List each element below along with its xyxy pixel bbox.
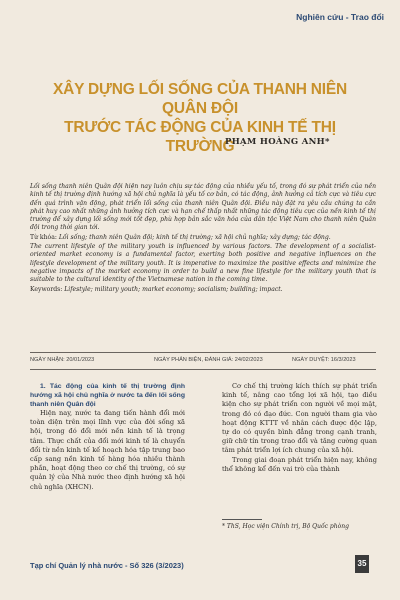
body-column-right [222, 382, 377, 474]
keywords-vi-label: Từ khóa: [30, 233, 57, 241]
abstract-english: The current lifestyle of the military youth is influenced by various factors. The development of a socialist-oriented market economy is a fundamental factor, exerting both positive and negative influences on the lifestyle development of the military youth. It is imperative to maximize the positive effects and minimize the negative impacts of the market economy in order to build a new fine lifestyle for the military youth that is suitable to the cultural identity of the Vietnamese nation in the coming time. [30, 243, 376, 284]
abstract-vietnamese: Lối sống thanh niên Quân đội hiện nay luôn chịu sự tác động của nhiều yếu tố, trong đó sự phát triển của nền kinh tế thị trường định hướng xã hội chủ nghĩa là yếu tố cơ bản, có tác động, ảnh hưởng cả tích cực và tiêu cực đến quá trình vận động, phát triển lối sống của thanh niên Quân đội. Điều này đặt ra yêu cầu chúng ta cần phát huy cao nhất những ảnh hưởng tích cực và hạn chế thấp nhất những tác động tiêu cực của nền kinh tế thị trường để xây dựng lối sống mới tốt đẹp, phù hợp bản sắc văn hóa của dân tộc Việt Nam cho thanh niên Quân đội trong thời gian tới. [30, 183, 376, 232]
title-line-2: TRƯỚC TÁC ĐỘNG CỦA KINH TẾ THỊ TRƯỜNG [64, 119, 336, 155]
keywords-en-label: Keywords: [30, 285, 63, 293]
section-label: Nghiên cứu - Trao đổi [296, 12, 384, 22]
footnote: * ThS, Học viện Chính trị, Bộ Quốc phòng [222, 523, 349, 530]
date-approved: NGÀY DUYỆT: 16/3/2023 [292, 357, 356, 363]
footnote-divider [222, 519, 262, 520]
author-name: PHẠM HOÀNG ANH* [225, 137, 330, 147]
divider-bottom [30, 369, 376, 370]
section-heading: 1. Tác động của kinh tế thị trường định hướng xã hội chủ nghĩa ở nước ta đến lối sống thanh niên Quân đội [30, 383, 185, 408]
keywords-english [30, 286, 376, 294]
date-received: NGÀY NHẬN: 20/01/2023 [30, 357, 95, 363]
keywords-en-text: Lifestyle; military youth; market economy; socialism; building; impact. [62, 285, 283, 293]
abstract [30, 183, 376, 295]
keywords-vietnamese [30, 234, 376, 242]
date-reviewed: NGÀY PHẢN BIỆN, ĐÁNH GIÁ: 24/02/2023 [154, 357, 263, 363]
body-paragraph: Cơ chế thị trường kích thích sự phát triển kinh tế, nâng cao tổng lợi xã hội, tạo điều kiện cho sự phát triển con người về mọi mặt, trong đó có đạo đức. Con người tham gia vào hoạt động KTTT về nhân cách được độc lập, tự do có quyền bình đẳng trong cạnh tranh, giữ chữ tín trong trao đổi và tăng cường quan tâm phát triển lợi ích chung của xã hội. [222, 382, 377, 455]
article-dates [30, 357, 376, 367]
title-line-1: XÂY DỰNG LỐI SỐNG CỦA THANH NIÊN QUÂN ĐỘI [52, 81, 348, 117]
body-paragraph: Trong giai đoạn phát triển hiện nay, không thể không kể đến vai trò của thành [222, 455, 377, 473]
journal-footer: Tạp chí Quản lý nhà nước - Số 326 (3/2023) [30, 561, 184, 570]
keywords-vi-text: Lối sống; thanh niên Quân đội; kinh tế thị trường; xã hội chủ nghĩa; xây dựng; tác động. [56, 233, 331, 241]
body-column-left [30, 382, 185, 492]
page-number: 35 [355, 555, 369, 573]
divider-top [30, 352, 376, 353]
body-paragraph: Hiện nay, nước ta đang tiến hành đổi mới toàn diện trên mọi lĩnh vực của đời sống xã hội, trong đó đổi mới nền kinh tế là trọng tâm. Thực chất của đổi mới kinh tế là chuyển đổi từ nền kinh tế kế hoạch hóa tập trung bao cấp sang nền kinh tế hàng hóa nhiều thành phần, hoạt động theo cơ chế thị trường, có sự quản lý của Nhà nước theo định hướng xã hội chủ nghĩa (XHCN). [30, 409, 185, 491]
